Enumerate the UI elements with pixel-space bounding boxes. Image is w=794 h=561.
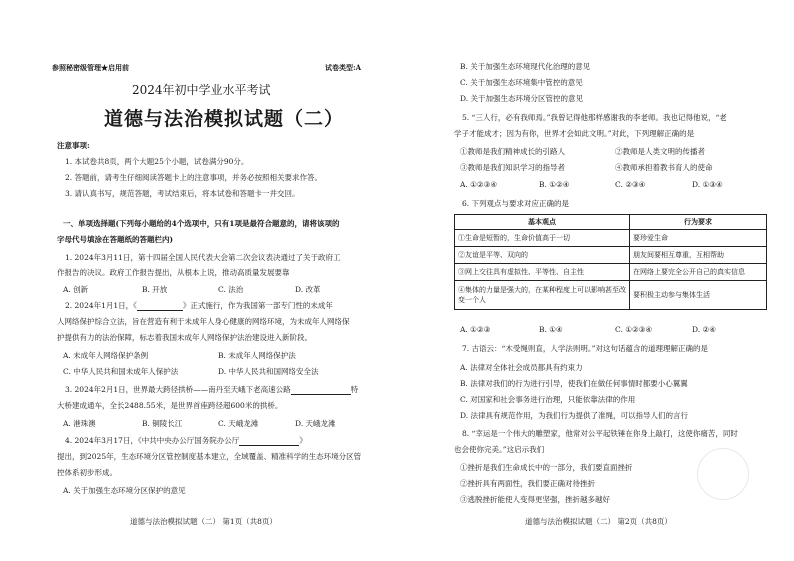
q2-option-a[interactable]: A. 未成年人网络保护条例 bbox=[63, 351, 149, 360]
right-page bbox=[397, 0, 794, 561]
q1-option-b[interactable]: B. 开放 bbox=[142, 285, 168, 294]
question-8-line: 也会使你完美。”这启示我们 bbox=[454, 445, 545, 454]
page-title: 道德与法治模拟试题（二） bbox=[104, 108, 345, 130]
table-row bbox=[455, 281, 767, 310]
exam-title: 2024年初中学业水平考试 bbox=[132, 83, 271, 97]
question-8-line: 8. “幸运是一个伟大的雕塑家，他常对公平起铁锤在你身上敲打，这使你痛苦，同时 bbox=[462, 429, 738, 438]
q5-option-b[interactable]: B. ①②④ bbox=[539, 180, 570, 189]
notes-title: 注意事项: bbox=[57, 141, 90, 150]
table-row bbox=[455, 264, 767, 281]
q4-option-c[interactable]: C. 关于加强生态环境集中管控的意见 bbox=[460, 78, 583, 87]
table-header-row bbox=[455, 215, 767, 230]
question-1-line: 作报告的决议。政府工作报告提出，从根本上说，推动高质量发展要靠 bbox=[57, 268, 290, 277]
question-3-line bbox=[65, 385, 358, 395]
q3-option-c[interactable]: C. 天峨龙滩 bbox=[218, 419, 259, 428]
q2-text-a: 2. 2024年1月1日，《 bbox=[65, 301, 137, 310]
table-header-cell: 基本观点 bbox=[455, 215, 630, 230]
q1-option-c[interactable]: C. 法治 bbox=[218, 285, 244, 294]
table-cell: 在网络上要完全公开自己的真实信息 bbox=[630, 264, 767, 281]
table-row bbox=[455, 230, 767, 247]
note-item: 1. 本试卷共8页，两个大题25个小题，试卷满分90分。 bbox=[65, 157, 249, 166]
q8-statement: ②挫折具有两面性，我们要正确对待挫折 bbox=[460, 479, 595, 488]
q7-option-b[interactable]: B. 法律对我们的行为进行引导，使我们在做任何事情时都要小心翼翼 bbox=[460, 379, 688, 388]
q6-option-a[interactable]: A. ①②③ bbox=[460, 325, 491, 334]
q6-table bbox=[454, 214, 767, 310]
question-1-line: 1. 2024年3月11日，第十四届全国人民代表大会第二次会议表决通过了关于政府工 bbox=[65, 253, 341, 262]
q6-option-b[interactable]: B. ①④ bbox=[539, 325, 563, 334]
q5-statement: ①教师是我们精神成长的引路人 bbox=[460, 147, 565, 156]
section-heading: 一、单项选择题(下列每小题给的4个选项中，只有1项是最符合题意的，请将该项的 bbox=[63, 219, 340, 228]
question-4-line: 提出，到2025年，生态环境分区管控制度基本建立，全域覆盖、精准科学的生态环境分区管 bbox=[57, 452, 362, 461]
table-header-cell: 行为要求 bbox=[630, 215, 767, 230]
confidentiality-label: 参照秘密级管理★启用前 bbox=[52, 63, 129, 72]
q8-statement: ①挫折是我们生命成长中的一部分，我们要直面挫折 bbox=[460, 463, 633, 472]
table-cell: 要积极主动参与集体生活 bbox=[630, 281, 767, 310]
q7-option-d[interactable]: D. 法律具有规范作用，为我们行为提供了准绳，可以指导人们的言行 bbox=[460, 411, 689, 420]
q7-option-a[interactable]: A. 法律对全体社会成员都具有约束力 bbox=[460, 363, 583, 372]
q2-text-b: 》正式施行，作为我国第一部专门性的未成年 bbox=[182, 301, 333, 310]
table-cell: ③网上交往具有虚拟性、平等性、自主性 bbox=[455, 264, 630, 281]
q3-option-b[interactable]: B. 铜陵长江 bbox=[142, 419, 183, 428]
q4-text-end: 》 bbox=[299, 436, 307, 445]
q4-blank[interactable] bbox=[239, 437, 299, 446]
question-5-line: 5. “三人行，必有我师焉。”我曾记得他那样感谢我的李老师。我也记得他说，“老 bbox=[462, 113, 727, 122]
question-5-line: 学子才能成才；因为有你，世界才会如此文明。”对此，下列理解正确的是 bbox=[454, 129, 695, 138]
q6-option-c[interactable]: C. ①②③④ bbox=[615, 325, 653, 334]
q1-option-a[interactable]: A. 创新 bbox=[63, 285, 89, 294]
question-7-line: 7. 古语云：“木受绳则直，人学法则明。”对这句话蕴含的道理理解正确的是 bbox=[462, 344, 708, 353]
q3-option-a[interactable]: A. 港珠澳 bbox=[63, 419, 96, 428]
q8-statement: ③逃脱挫折能使人变得更坚强，挫折越多越好 bbox=[460, 495, 610, 504]
q4-option-b[interactable]: B. 关于加强生态环境现代化治理的意见 bbox=[460, 62, 591, 71]
q5-option-c[interactable]: C. ②③④ bbox=[615, 180, 646, 189]
q2-blank[interactable] bbox=[137, 302, 183, 311]
table-cell: 朋友间要相互尊重，互相帮助 bbox=[630, 247, 767, 264]
q5-option-d[interactable]: D. ①③④ bbox=[692, 180, 723, 189]
question-6-title: 6. 下列观点与要求对应正确的是 bbox=[462, 199, 570, 208]
table-cell: ④集体的力量是强大的，在某种程度上可以影响甚至改变一个人 bbox=[455, 281, 630, 310]
page-footer: 道德与法治模拟试题（二） 第1页（共8页） bbox=[130, 517, 277, 526]
table-cell: ①生命是短暂的，生命价值高于一切 bbox=[455, 230, 630, 247]
note-item: 3. 请认真书写，规范答题，考试结束后，将本试卷和答题卡一并交回。 bbox=[65, 189, 300, 198]
section-heading-cont: 字母代号填涂在答题纸的答题栏内) bbox=[57, 235, 174, 244]
q2-option-d[interactable]: D. 中华人民共和国网络安全法 bbox=[218, 367, 319, 376]
table-cell: ②友谊是平等、双向的 bbox=[455, 247, 630, 264]
q3-option-d[interactable]: D. 天峨龙滩 bbox=[295, 419, 336, 428]
q4-option-d[interactable]: D. 关于加强生态环境分区管控的意见 bbox=[460, 94, 584, 103]
paper-type-label: 试卷类型:A bbox=[325, 63, 362, 72]
q4-text: 4. 2024年3月17日，《中共中央办公厅国务院办公厅 bbox=[65, 436, 240, 445]
table-row bbox=[455, 247, 767, 264]
question-4-line: 控体系初步形成。 bbox=[57, 468, 117, 477]
page-footer: 道德与法治模拟试题（二） 第2页（共8页） bbox=[525, 517, 672, 526]
q1-option-d[interactable]: D. 改革 bbox=[295, 285, 321, 294]
question-3-line: 大桥建成通车，全长2488.55米，是世界首座跨径超600米的拱桥。 bbox=[57, 401, 283, 410]
q5-option-a[interactable]: A. ①②③④ bbox=[460, 180, 498, 189]
question-2-line: 人网络保护综合立法，旨在营造有利于未成年人身心健康的网络环境，为未成年人网络保 bbox=[57, 317, 350, 326]
q3-blank[interactable] bbox=[291, 386, 351, 395]
q2-option-b[interactable]: B. 未成年人网络保护法 bbox=[218, 351, 296, 360]
q5-statement: ③教师是我们知识学习的指导者 bbox=[460, 163, 565, 172]
q4-option-a[interactable]: A. 关于加强生态环境分区保护的意见 bbox=[63, 486, 186, 495]
watermark-seal bbox=[697, 448, 749, 500]
q7-option-c[interactable]: C. 对国家和社会事务进行治理，只能依靠法律的作用 bbox=[460, 395, 636, 404]
table-cell: 要珍爱生命 bbox=[630, 230, 767, 247]
q5-statement: ④教师承担着教书育人的使命 bbox=[615, 163, 713, 172]
q3-text-end: 特 bbox=[350, 385, 359, 394]
q5-statement: ②教师是人类文明的传播者 bbox=[615, 147, 705, 156]
note-item: 2. 答题前，请考生仔细阅读答题卡上的注意事项，并务必按照相关要求作答。 bbox=[65, 173, 323, 182]
question-2-line bbox=[65, 301, 333, 311]
q6-option-d[interactable]: D. ②④ bbox=[692, 325, 716, 334]
q3-text: 3. 2024年2月1日，世界最大跨径拱桥——南丹至天峨下老高速公路 bbox=[65, 385, 291, 394]
q2-option-c[interactable]: C. 中华人民共和国未成年人保护法 bbox=[63, 367, 179, 376]
question-2-line: 护提供有力的法治保障，标志着我国未成年人网络保护法治建设进入新阶段。 bbox=[57, 333, 312, 342]
question-4-line bbox=[65, 436, 307, 446]
